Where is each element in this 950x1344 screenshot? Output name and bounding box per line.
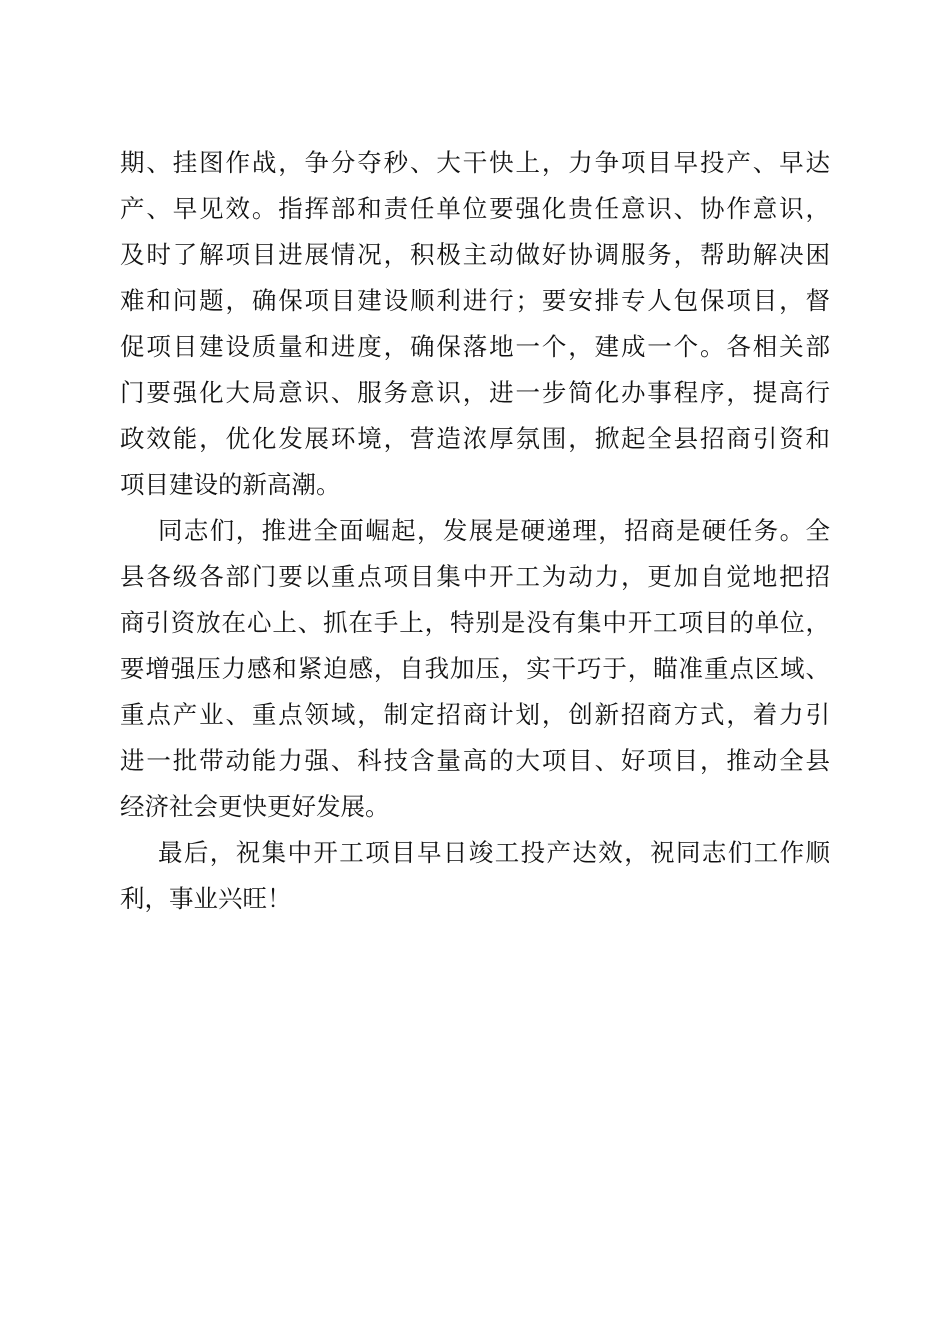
text-line: 政效能，优化发展环境，营造浓厚氛围，掀起全县招商引资和: [120, 424, 830, 453]
document-body: [120, 140, 830, 922]
text-line: 及时了解项目进展情况，积极主动做好协调服务，帮助解决困: [120, 240, 830, 269]
paragraph-3: [120, 830, 830, 922]
text-line: 重点产业、重点领域，制定招商计划，创新招商方式，着力引: [120, 700, 830, 729]
text-line: 要增强压力感和紧迫感，自我加压，实干巧于，瞄准重点区域、: [120, 654, 830, 683]
text-line: 商引资放在心上、抓在手上，特别是没有集中开工项目的单位，: [120, 608, 830, 637]
text-line: 县各级各部门要以重点项目集中开工为动力，更加自觉地把招: [120, 562, 830, 591]
paragraph-2: [120, 508, 830, 830]
text-line: 经济社会更快更好发展。: [120, 792, 390, 821]
text-line: 项目建设的新高潮。: [120, 470, 341, 499]
paragraph-1: [120, 140, 830, 508]
text-line: 同志们，推进全面崛起，发展是硬递理，招商是硬任务。全: [158, 516, 830, 545]
text-line: 进一批带动能力强、科技含量高的大项目、好项目，推动全县: [120, 746, 830, 775]
text-line: 门要强化大局意识、服务意识，进一步简化办事程序，提高行: [120, 378, 830, 407]
text-line: 促项目建设质量和进度，确保落地一个，建成一个。各相关部: [120, 332, 830, 361]
text-line: 产、早见效。指挥部和责任单位要强化贵任意识、协作意识，: [120, 194, 830, 223]
text-line: 利，事业兴旺！: [120, 884, 292, 913]
text-line: 难和问题，确保项目建设顺利进行；要安排专人包保项目，督: [120, 286, 830, 315]
text-line: 最后，祝集中开工项目早日竣工投产达效，祝同志们工作顺: [158, 838, 830, 867]
text-line: 期、挂图作战，争分夺秒、大干快上，力争项目早投产、早达: [120, 148, 830, 177]
